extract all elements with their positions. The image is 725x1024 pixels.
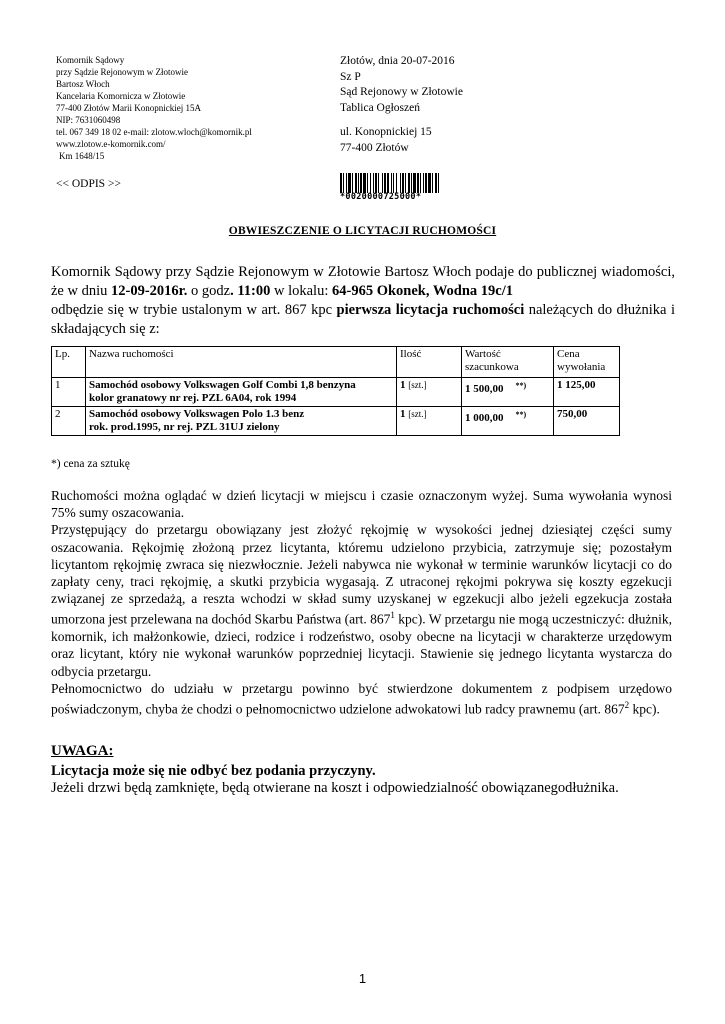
paragraph-deposit: Przystępujący do przetargu obowiązany jest złożyć rękojmię w wysokości jednej dziesiątej części sumy oszacowania. Rękojmię złożoną przez licytanta, któremu udzielono przybicia, zatrzymuje się; pozostałym licytantom rękojmię zwraca się niezwłocznie. Jeżeli nabywca nie wykonał w terminie warunków licytacji co do zapłaty ceny, traci rękojmię, a skutki przybicia wygasają. Z utraconej rękojmi pokrywa się koszty egzekucji związanej ze sprzedażą, a reszta wchodzi w skład sumy uzyskanej w egzekucji albo jeżeli egzekucja została umorzona jest przelewana na dochód Skarbu Państwa (art. $867^1$ kpc). W przetargu nie mogą uczestniczyć: dłużnik, komornik, ich małżonkowie, dzieci, rodzice i rodzeństwo, osoby obecne na licytacji w charakterze urzędowym oraz licytant, który nie wykonał warunków poprzedniej licytacji. Stawienie się jednego licytanta wystarcza do odbycia przetargu. <box>51 522 672 679</box>
sender-line: przy Sądzie Rejonowym w Złotowie <box>56 67 188 77</box>
barcode-text: *0020000725000* <box>340 192 422 202</box>
row-price: 750,00 <box>554 407 620 436</box>
row-qty: 1 [szt.] <box>397 378 462 407</box>
row-name: Samochód osobowy Volkswagen Golf Combi 1,8 benzyna kolor granatowy nr rej. PZL 6A04, rok 1994 <box>86 378 397 407</box>
intro-text: odbędzie się w trybie ustalonym w art. 867 kpc <box>51 302 337 318</box>
intro-text: w lokalu: <box>270 283 332 299</box>
row-qty: 1 [szt.] <box>397 407 462 436</box>
auction-time: . 11:00 <box>230 283 271 299</box>
row-price: 1 125,00 <box>554 378 620 407</box>
row-lp: 1 <box>52 378 86 407</box>
row-lp: 2 <box>52 407 86 436</box>
header-qty: Ilość <box>397 347 462 378</box>
auction-date: 12-09-2016r. <box>111 283 188 299</box>
document-title: OBWIESZCZENIE O LICYTACJI RUCHOMOŚCI <box>228 225 497 237</box>
page-number: 1 <box>358 971 367 986</box>
notice-heading: UWAGA: <box>51 743 114 759</box>
table-row <box>52 407 620 436</box>
items-table <box>51 346 620 436</box>
sender-line: tel. 067 349 18 02 e-mail: zlotow.wloch@komornik.pl <box>56 127 252 137</box>
sender-line: Bartosz Włoch <box>56 79 110 89</box>
case-number: Km 1648/15 <box>59 151 105 161</box>
row-value: 1 500,00 **) <box>462 378 554 407</box>
paragraph-proxy: Pełnomocnictwo do udziału w przetargu powinno być stwierdzone dokumentem z podpisem urzędowo poświadczonym, chyba że chodzi o pełnomocnictwo udzielone adwokatowi lub radcy prawnemu (art. $867^2$ kpc). <box>51 680 672 717</box>
header-value: Wartość szacunkowa <box>462 347 554 378</box>
header-lp: Lp. <box>52 347 86 378</box>
paragraph-viewing: Ruchomości można oglądać w dzień licytacji w miejscu i czasie oznaczonym wyżej. Suma wywołania wynosi 75% sumy oszacowania. <box>51 488 672 521</box>
copy-mark: << ODPIS >> <box>56 178 121 190</box>
intro-text: należących do dłużnika i składających się z: <box>51 302 675 337</box>
sender-block <box>56 54 252 162</box>
header-price: Cena wywołania <box>554 347 620 378</box>
sender-line: NIP: 7631060498 <box>56 115 121 125</box>
row-name: Samochód osobowy Volkswagen Polo 1.3 benz rok. prod.1995, nr rej. PZL 31UJ zielony <box>86 407 397 436</box>
recipient-line: Sąd Rejonowy w Złotowie <box>340 86 463 98</box>
recipient-address: 77-400 Złotów <box>340 141 409 154</box>
auction-location: 64-965 Okonek, Wodna 19c/1 <box>331 283 514 299</box>
table-row <box>52 378 620 407</box>
intro-text: Komornik Sądowy przy Sądzie Rejonowym w Złotowie Bartosz Włoch podaje do publicznej wiadomości, że w dniu <box>51 264 675 299</box>
row-value: 1 000,00 **) <box>462 407 554 436</box>
header-name: Nazwa ruchomości <box>86 347 397 378</box>
auction-type: pierwsza licytacja ruchomości <box>336 302 525 318</box>
sender-line: Kancelaria Komornicza w Złotowie <box>56 91 186 101</box>
intro-paragraph <box>51 263 675 339</box>
barcode <box>340 173 470 202</box>
footnote: *) cena za sztukę <box>51 458 130 470</box>
table-header-row <box>52 347 620 378</box>
recipient-line: Tablica Ogłoszeń <box>340 101 420 114</box>
sender-line: Komornik Sądowy <box>56 55 125 65</box>
recipient-address: ul. Konopnickiej 15 <box>340 126 432 138</box>
body-text <box>51 487 672 718</box>
recipient-line: Sz P <box>340 70 361 83</box>
barcode-bars <box>340 173 470 193</box>
notice-text: Jeżeli drzwi będą zamknięte, będą otwierane na koszt i odpowiedzialność obowiązanegodłużnika. <box>51 780 619 796</box>
document-date: Złotów, dnia 20-07-2016 <box>340 55 455 67</box>
sender-line: 77-400 Złotów Marii Konopnickiej 15A <box>56 103 201 113</box>
intro-text: o godz <box>187 283 231 299</box>
notice-bold: Licytacja może się nie odbyć bez podania przyczyny. <box>51 763 376 779</box>
sender-line: www.zlotow.e-komornik.com/ <box>56 139 166 149</box>
recipient-block <box>340 54 463 156</box>
